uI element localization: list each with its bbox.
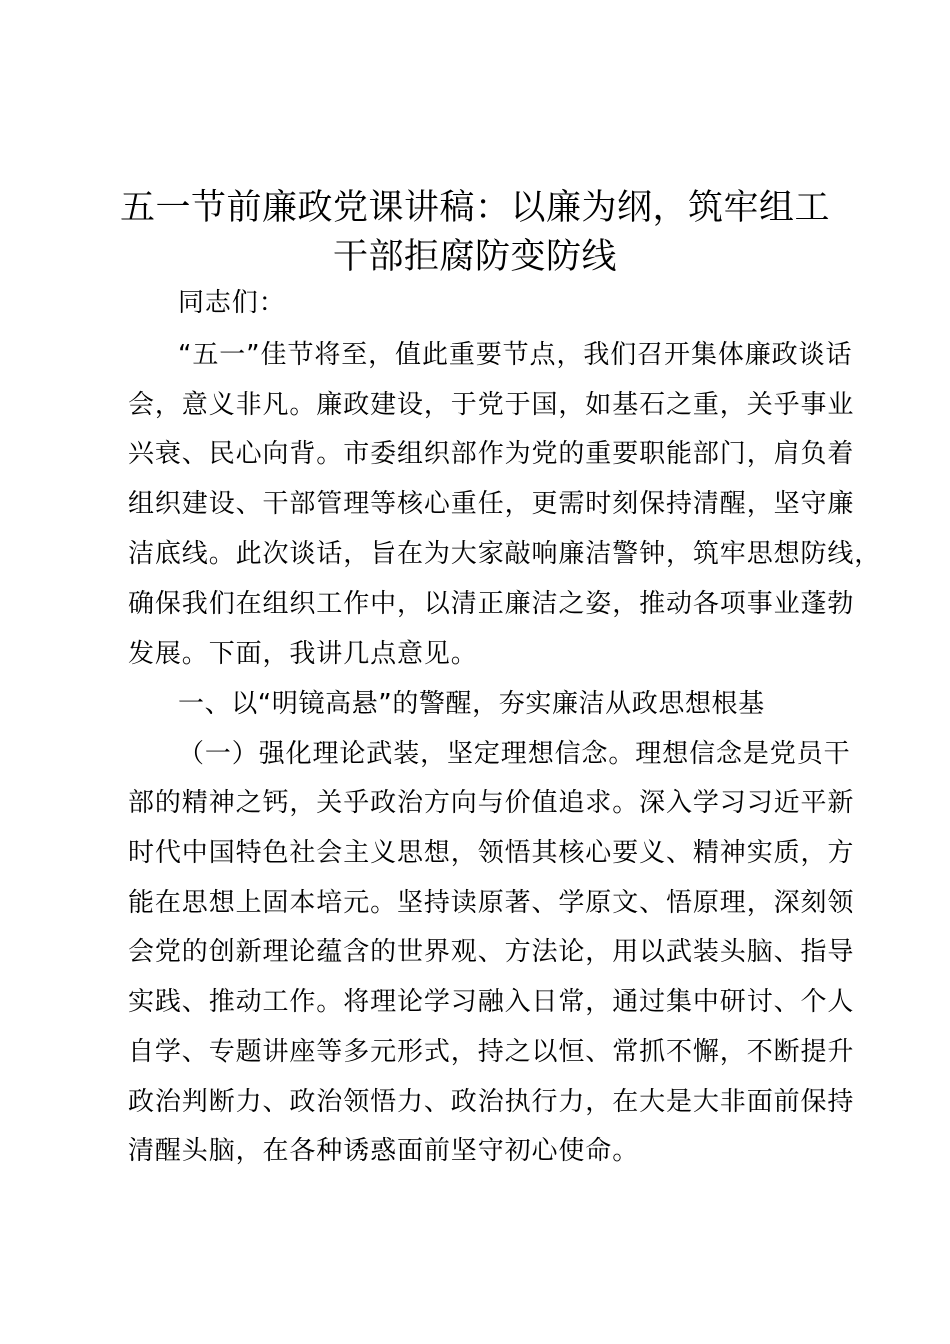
section-heading-1: 一、以“明镜高悬”的警醒，夯实廉洁从政思想根基 — [178, 689, 765, 719]
paragraph-2-line-6: 实践、推动工作。将理论学习融入日常，通过集中研讨、个人 — [128, 987, 855, 1017]
paragraph-1-line-4: 组织建设、干部管理等核心重任，更需时刻保持清醒，坚守廉 — [128, 489, 855, 519]
paragraph-2-line-4: 能在思想上固本培元。坚持读原著、学原文、悟原理，深刻领 — [128, 888, 855, 918]
document-title-line-1: 五一节前廉政党课讲稿：以廉为纲，筑牢组工 — [119, 188, 830, 228]
paragraph-1-line-3: 兴衰、民心向背。市委组织部作为党的重要职能部门，肩负着 — [128, 439, 855, 469]
document-title-line-2: 干部拒腐防变防线 — [332, 237, 617, 277]
paragraph-1-line-6: 确保我们在组织工作中，以清正廉洁之姿，推动各项事业蓬勃 — [128, 589, 855, 619]
paragraph-2-line-8: 政治判断力、政治领悟力、政治执行力，在大是大非面前保持 — [128, 1087, 855, 1117]
paragraph-1-line-7: 发展。下面，我讲几点意见。 — [128, 639, 478, 669]
paragraph-2-line-9: 清醒头脑，在各种诱惑面前坚守初心使命。 — [128, 1136, 640, 1166]
paragraph-2-line-7: 自学、专题讲座等多元形式，持之以恒、常抓不懈，不断提升 — [128, 1037, 855, 1067]
paragraph-1-line-5: 洁底线。此次谈话，旨在为大家敲响廉洁警钟，筑牢思想防线， — [128, 539, 882, 569]
paragraph-1-line-2: 会，意义非凡。廉政建设，于党于国，如基石之重，关乎事业 — [128, 390, 855, 420]
paragraph-2-line-5: 会党的创新理论蕴含的世界观、方法论，用以武装头脑、指导 — [128, 937, 855, 967]
paragraph-1-line-1: “五一”佳节将至，值此重要节点，我们召开集体廉政谈话 — [178, 340, 853, 370]
salutation: 同志们： — [178, 288, 286, 318]
paragraph-2-line-1: （一）强化理论武装，坚定理想信念。理想信念是党员干 — [178, 739, 851, 769]
paragraph-2-line-2: 部的精神之钙，关乎政治方向与价值追求。深入学习习近平新 — [128, 788, 855, 818]
paragraph-2-line-3: 时代中国特色社会主义思想，领悟其核心要义、精神实质，方 — [128, 838, 855, 868]
